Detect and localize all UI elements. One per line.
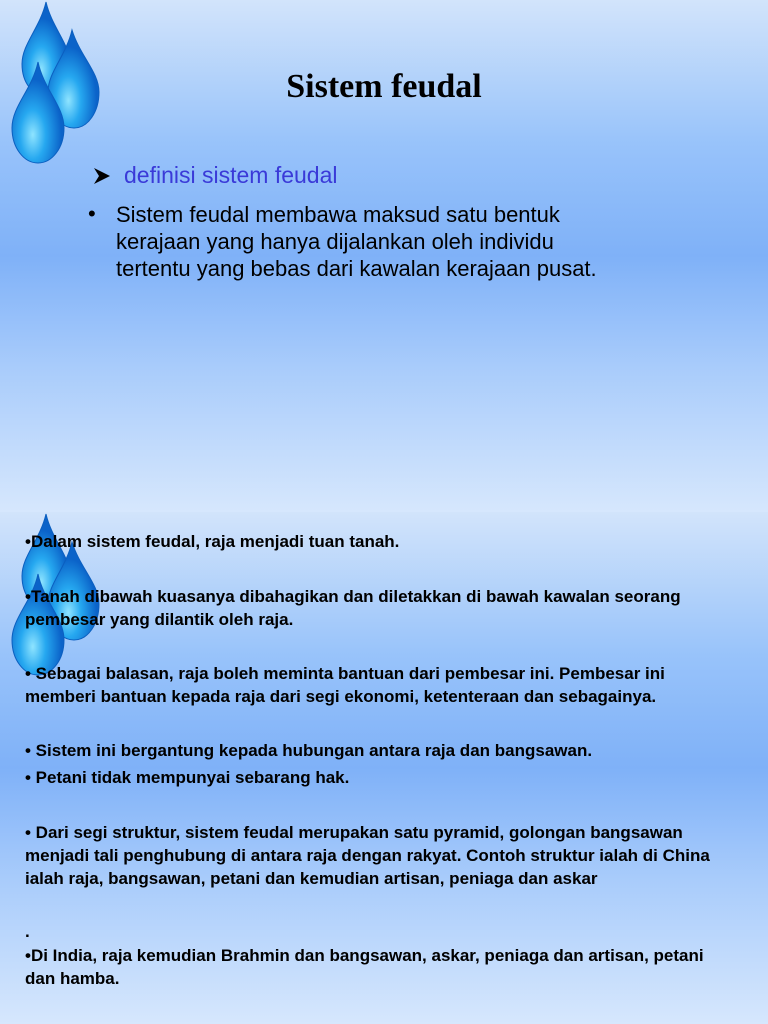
slide-2 xyxy=(0,512,768,1024)
paragraph-dot: . xyxy=(25,922,30,941)
definition-text: Sistem feudal membawa maksud satu bentuk kerajaan yang hanya dijalankan oleh individu tertentu yang bebas dari kawalan kerajaan pusat. xyxy=(116,202,597,281)
paragraph-hubungan: • Sistem ini bergantung kepada hubungan antara raja dan bangsawan. xyxy=(25,741,593,760)
paragraph-india: •Di India, raja kemudian Brahmin dan bangsawan, askar, peniaga dan artisan, petani dan hamba. xyxy=(25,946,704,988)
paragraph-raja-tuan-tanah: •Dalam sistem feudal, raja menjadi tuan tanah. xyxy=(25,532,400,551)
slide-title: Sistem feudal xyxy=(286,68,482,105)
bullet-dot-icon: • xyxy=(88,201,96,226)
subheading-row xyxy=(92,162,338,189)
paragraph-petani: • Petani tidak mempunyai sebarang hak. xyxy=(25,768,350,787)
paragraph-struktur-china: • Dari segi struktur, sistem feudal merupakan satu pyramid, golongan bangsawan menjadi tali penghubung di antara raja dengan rakyat. Contoh struktur ialah di China ialah raja, bangsawan, petani dan kemudian artisan, peniaga dan askar xyxy=(25,823,710,888)
subheading: definisi sistem feudal xyxy=(124,162,338,188)
paragraph-tanah: •Tanah dibawah kuasanya dibahagikan dan diletakkan di bawah kawalan seorang pembesar yang dilantik oleh raja. xyxy=(25,587,681,629)
arrow-bullet-icon xyxy=(92,166,112,186)
paragraph-balasan: • Sebagai balasan, raja boleh meminta bantuan dari pembesar ini. Pembesar ini memberi bantuan kepada raja dari segi ekonomi, ketenteraan dan sebagainya. xyxy=(25,664,665,706)
definition-bullet xyxy=(88,201,628,282)
